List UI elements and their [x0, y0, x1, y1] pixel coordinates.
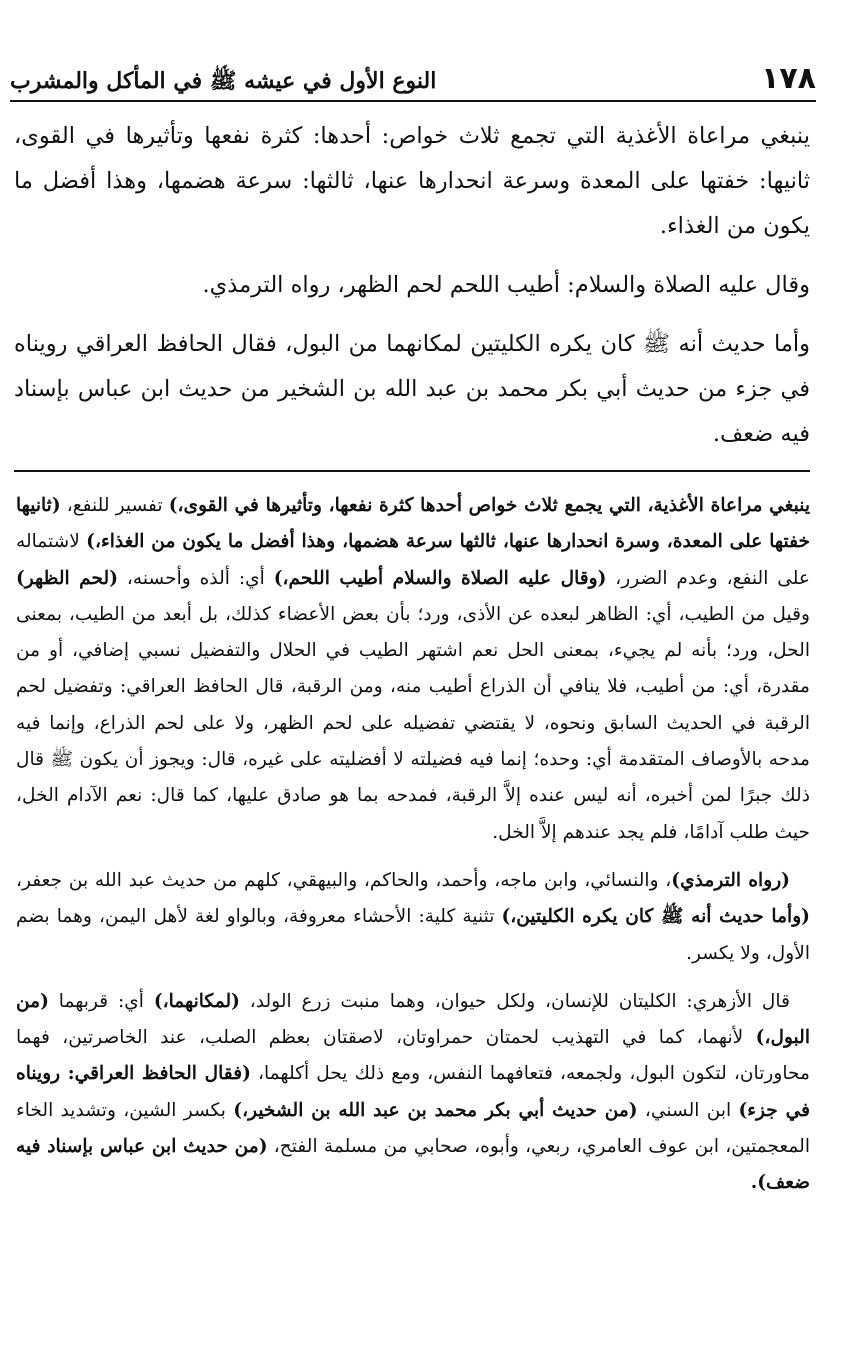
- running-title: النوع الأول في عيشه ﷺ في المأكل والمشرب: [10, 67, 437, 94]
- quoted-base-text: (من البول،): [16, 990, 810, 1049]
- commentary-segment: أي: ألذه وأحسنه،: [118, 567, 274, 589]
- quoted-base-text: (لمكانهما،): [153, 990, 240, 1012]
- quoted-base-text: (رواه الترمذي): [671, 869, 790, 891]
- commentary-text: [16, 488, 810, 1214]
- commentary-segment: لأنهما، كما في التهذيب لحمتان حمراوتان، لاصقتان بعظم الصلب، عند الخاصرتين، فهما محاورتان، لتكون البول، ولجمعه، فتعافهما النفس، ومع ذلك يحل أكلهما،: [16, 1027, 810, 1085]
- commentary-segment: تثنية كلية: الأحشاء معروفة، وبالواو لغة لأهل اليمن، وهما بضم الأول، ولا يكسر.: [16, 906, 810, 964]
- commentary-separator: [14, 470, 810, 472]
- commentary-segment: بكسر الشين، وتشديد الخاء المعجمتين، ابن عوف العامري، ربعي، وأبوه، صحابي من مسلمة الفتح،: [16, 1099, 810, 1158]
- main-paragraph-2: وقال عليه الصلاة والسلام: أطيب اللحم لحم الظهر، رواه الترمذي.: [202, 272, 810, 298]
- quoted-base-text: (لحم الظهر): [16, 567, 119, 589]
- quoted-base-text: (من حديث ابن عباس بإسناد فيه ضعف).: [16, 1136, 810, 1194]
- quoted-base-text: (ثانيها خفتها على المعدة، وسرة انحدارها عنها، ثالثها سرعة هضمها، وهذا أفضل ما يكون من الغذاء،): [16, 495, 810, 553]
- commentary-paragraph-2: [16, 863, 810, 972]
- quoted-base-text: (وقال عليه الصلاة والسلام أطيب اللحم،): [273, 567, 607, 589]
- main-text: [14, 114, 810, 471]
- commentary-paragraph-3: [16, 984, 810, 1202]
- commentary-segment: لاشتماله على النفع، وعدم الضرر،: [16, 531, 811, 589]
- page-header: [10, 48, 816, 94]
- commentary-segment: قال الأزهري: الكليتان للإنسان، ولكل حيوان، وهما منبت زرع الولد،: [239, 990, 790, 1012]
- commentary-segment: تفسير للنفع،: [60, 495, 169, 516]
- commentary-segment: ، والنسائي، وابن ماجه، وأحمد، والحاكم، والبيهقي، كلهم من حديث عبد الله بن جعفر،: [16, 869, 672, 891]
- commentary-segment: وقيل من الطيب، أي: الظاهر لبعده عن الأذى، ورد؛ بأن بعض الأعضاء كذلك، بل أبعد من الطيب، بمعنى الحل، ورد؛ بأنه لم يجيء، بمعنى الحل نعم اشتهر الطيب في الحلال والتفضيل نسبي إضافي، أو من مقدرة، أي: من أطيب، فلا ينافي أن الذراع أطيب منه، ومن الرقبة، قال الحافظ العراقي: وتفضيل لحم الرقبة في الحديث السابق ونحوه، لا يقتضي تفضيله على لحم الظهر، ولا على لحم الذراع، وإنما فيه مدحه بالأوصاف المتقدمة أي: وحده؛ إنما فيه فضيلته لا أفضليته على غيره، قال: ويجوز أن يكون ﷺ قال ذلك جبرًا لمن أخبره، أنه ليس عنده إلاَّ الرقبة، فمدحه بما هو صادق عليها، كما قال: نعم الآدام الخل، حيث طلب آدامًا، فلم يجد عندهم إلاَّ الخل.: [16, 603, 810, 843]
- quoted-base-text: (وأما حديث أنه ﷺ كان يكره الكليتين،): [501, 906, 810, 928]
- quoted-base-text: (من حديث أبي بكر محمد بن عبد الله بن الشخير،): [233, 1099, 638, 1121]
- commentary-segment: ابن السني،: [637, 1099, 739, 1121]
- quoted-base-text: ينبغي مراعاة الأغذية، التي يجمع ثلاث خواص أحدها كثرة نفعها، وتأثيرها في القوى،): [168, 495, 811, 516]
- quoted-base-text: (فقال الحافظ العراقي: رويناه في جزء): [16, 1063, 810, 1121]
- main-paragraph-1: ينبغي مراعاة الأغذية التي تجمع ثلاث خواص: أحدها: كثرة نفعها وتأثيرها في القوى، ثانيها: خفتها على المعدة وسرعة انحدارها عنها، ثالثها: سرعة هضمها، وهذا أفضل ما يكون من الغذاء.: [14, 123, 810, 239]
- commentary-paragraph-1: [16, 488, 810, 851]
- header-rule: [10, 100, 816, 102]
- page-number: ١٧٨: [761, 61, 816, 96]
- commentary-segment: أي: قربهما: [48, 990, 154, 1012]
- main-paragraph-3: وأما حديث أنه ﷺ كان يكره الكليتين لمكانهما من البول، فقال الحافظ العراقي رويناه في جزء من حديث أبي بكر محمد بن عبد الله بن الشخير من حديث ابن عباس بإسناد فيه ضعف.: [14, 331, 810, 447]
